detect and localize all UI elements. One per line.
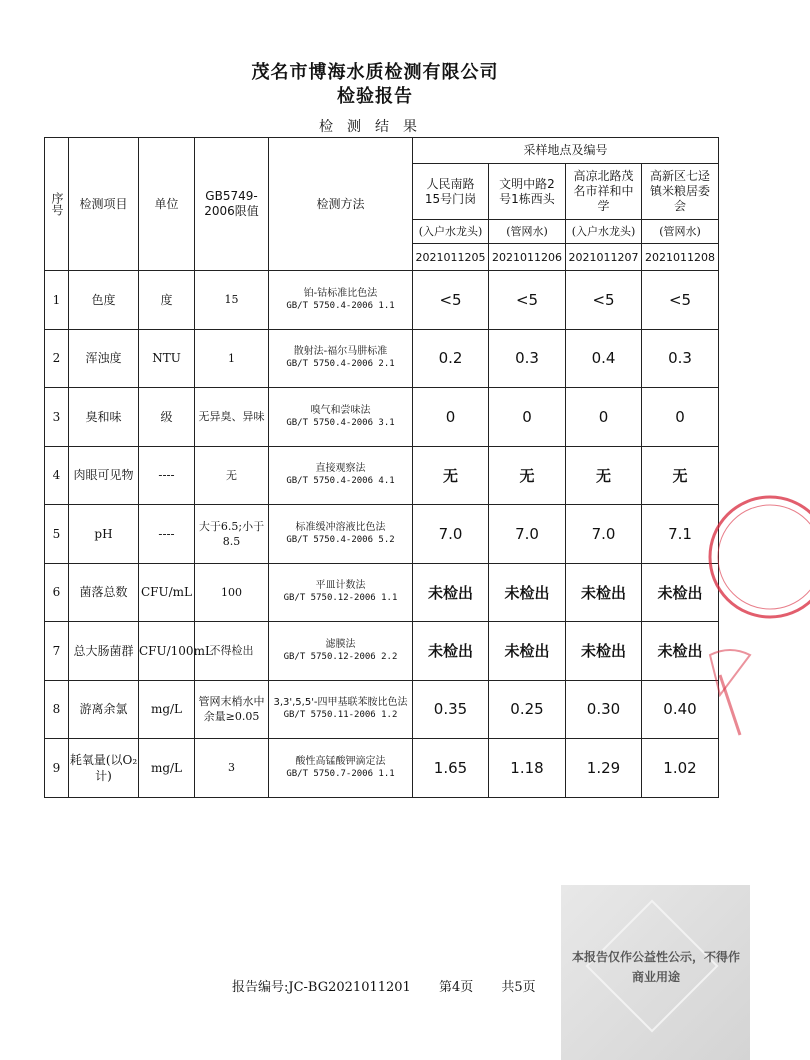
method-standard: GB/T 5750.12-2006 1.1 <box>283 593 398 604</box>
method-name: 酸性高锰酸钾滴定法 <box>295 755 386 767</box>
total-pages: 共5页 <box>501 980 536 995</box>
test-item: 耗氧量(以O₂计) <box>69 739 139 798</box>
public-notice-box <box>561 885 750 1060</box>
result-value: 0.4 <box>566 329 642 388</box>
row-number: 4 <box>45 446 69 505</box>
method-standard: GB/T 5750.4-2006 4.1 <box>286 476 395 487</box>
public-notice-text: 本报告仅作公益性公示，不得作商业用途 <box>571 950 740 984</box>
limit-value: 1 <box>195 329 269 388</box>
result-value: 0.40 <box>642 680 719 739</box>
row-number: 9 <box>45 739 69 798</box>
result-value: <5 <box>566 271 642 330</box>
test-item: 浑浊度 <box>69 329 139 388</box>
sample-point-name: 文明中路2号1栋西头 <box>489 164 566 220</box>
result-value: 0.35 <box>413 680 489 739</box>
result-value: 1.65 <box>413 739 489 798</box>
method-name: 滤膜法 <box>325 638 356 650</box>
unit: mg/L <box>139 739 195 798</box>
test-item: 菌落总数 <box>69 563 139 622</box>
method-name: 嗅气和尝味法 <box>310 404 371 416</box>
limit-value: 不得检出 <box>195 622 269 681</box>
sample-code: 2021011205 <box>413 244 489 271</box>
method-name: 标准缓冲溶液比色法 <box>295 521 386 533</box>
test-item: pH <box>69 505 139 564</box>
limit-value: 15 <box>195 271 269 330</box>
unit: NTU <box>139 329 195 388</box>
table-row <box>45 622 719 681</box>
method-standard: GB/T 5750.12-2006 2.2 <box>283 651 398 662</box>
limit-value: 3 <box>195 739 269 798</box>
result-value: 7.1 <box>642 505 719 564</box>
method-standard: GB/T 5750.11-2006 1.2 <box>283 710 398 721</box>
result-value: 0.2 <box>413 329 489 388</box>
result-value: 7.0 <box>566 505 642 564</box>
result-value: 无 <box>566 446 642 505</box>
header-sampling: 采样地点及编号 <box>413 138 719 164</box>
sample-point-name: 高新区七迳镇米粮居委会 <box>642 164 719 220</box>
sample-supply-type: (入户水龙头) <box>413 220 489 244</box>
limit-value: 管网末梢水中余量≥0.05 <box>195 680 269 739</box>
header-item: 检测项目 <box>69 138 139 271</box>
sample-point-name: 人民南路15号门岗 <box>413 164 489 220</box>
page-number: 第4页 <box>438 980 474 995</box>
unit: 级 <box>139 388 195 447</box>
result-value: 0 <box>566 388 642 447</box>
table-row <box>45 329 719 388</box>
result-value: <5 <box>642 271 719 330</box>
report-footer <box>232 976 560 995</box>
header-method: 检测方法 <box>269 138 413 271</box>
test-method <box>269 622 413 681</box>
inspection-seal <box>680 485 810 755</box>
table-row <box>45 388 719 447</box>
test-item: 肉眼可见物 <box>69 446 139 505</box>
result-value: 未检出 <box>566 563 642 622</box>
sample-supply-type: (入户水龙头) <box>566 220 642 244</box>
result-value: 0 <box>413 388 489 447</box>
row-number: 5 <box>45 505 69 564</box>
limit-value: 大于6.5;小于8.5 <box>195 505 269 564</box>
result-value: 0 <box>642 388 719 447</box>
result-value: 未检出 <box>642 563 719 622</box>
header-seq: 序号 <box>45 138 69 271</box>
test-method <box>269 446 413 505</box>
result-value: <5 <box>413 271 489 330</box>
table-row <box>45 271 719 330</box>
sample-point-name: 高凉北路茂名市祥和中学 <box>566 164 642 220</box>
test-item: 色度 <box>69 271 139 330</box>
unit: CFU/100mL <box>139 622 195 681</box>
row-number: 2 <box>45 329 69 388</box>
result-value: 无 <box>642 446 719 505</box>
result-value: 无 <box>489 446 566 505</box>
result-value: 1.29 <box>566 739 642 798</box>
sample-code: 2021011206 <box>489 244 566 271</box>
unit: mg/L <box>139 680 195 739</box>
method-standard: GB/T 5750.4-2006 5.2 <box>286 534 395 545</box>
test-method <box>269 329 413 388</box>
test-item: 总大肠菌群 <box>69 622 139 681</box>
limit-value: 无异臭、异味 <box>195 388 269 447</box>
test-method <box>269 680 413 739</box>
test-method <box>269 739 413 798</box>
result-value: 未检出 <box>413 563 489 622</box>
sample-code: 2021011208 <box>642 244 719 271</box>
result-value: 7.0 <box>489 505 566 564</box>
row-number: 6 <box>45 563 69 622</box>
result-value: 7.0 <box>413 505 489 564</box>
table-row <box>45 446 719 505</box>
company-name: 茂名市博海水质检测有限公司 <box>251 62 499 83</box>
result-value: 1.18 <box>489 739 566 798</box>
test-item: 游离余氯 <box>69 680 139 739</box>
method-standard: GB/T 5750.7-2006 1.1 <box>286 768 395 779</box>
header-unit: 单位 <box>139 138 195 271</box>
report-title: 检验报告 <box>337 86 413 107</box>
table-row <box>45 680 719 739</box>
unit: 度 <box>139 271 195 330</box>
method-name: 平皿计数法 <box>315 580 366 592</box>
method-name: 直接观察法 <box>315 463 366 475</box>
table-row <box>45 563 719 622</box>
method-name: 散射法-福尔马肼标准 <box>293 346 388 358</box>
result-value: 0.25 <box>489 680 566 739</box>
method-standard: GB/T 5750.4-2006 1.1 <box>286 300 395 311</box>
method-standard: GB/T 5750.4-2006 2.1 <box>286 359 395 370</box>
limit-value: 100 <box>195 563 269 622</box>
test-method <box>269 388 413 447</box>
test-method <box>269 563 413 622</box>
unit: CFU/mL <box>139 563 195 622</box>
result-value: 1.02 <box>642 739 719 798</box>
result-value: 0.3 <box>489 329 566 388</box>
result-value: 未检出 <box>413 622 489 681</box>
test-method <box>269 505 413 564</box>
result-value: 未检出 <box>566 622 642 681</box>
unit: ---- <box>139 446 195 505</box>
sample-supply-type: (管网水) <box>642 220 719 244</box>
results-table <box>44 137 719 798</box>
result-value: 0 <box>489 388 566 447</box>
table-row <box>45 739 719 798</box>
result-value: 无 <box>413 446 489 505</box>
row-number: 3 <box>45 388 69 447</box>
method-standard: GB/T 5750.4-2006 3.1 <box>286 417 395 428</box>
limit-value: 无 <box>195 446 269 505</box>
method-name: 3,3',5,5'-四甲基联苯胺比色法 <box>273 697 408 709</box>
result-value: <5 <box>489 271 566 330</box>
row-number: 7 <box>45 622 69 681</box>
result-value: 未检出 <box>489 622 566 681</box>
result-value: 未检出 <box>642 622 719 681</box>
test-method <box>269 271 413 330</box>
test-item: 臭和味 <box>69 388 139 447</box>
header-limit: GB5749-2006限值 <box>195 138 269 271</box>
result-value: 未检出 <box>489 563 566 622</box>
result-value: 0.30 <box>566 680 642 739</box>
report-number: 报告编号:JC-BG2021011201 <box>232 980 411 995</box>
sample-code: 2021011207 <box>566 244 642 271</box>
row-number: 8 <box>45 680 69 739</box>
method-name: 铂-钴标准比色法 <box>303 287 378 299</box>
table-row <box>45 505 719 564</box>
row-number: 1 <box>45 271 69 330</box>
section-title: 检测结果 <box>319 119 431 135</box>
sample-supply-type: (管网水) <box>489 220 566 244</box>
result-value: 0.3 <box>642 329 719 388</box>
unit: ---- <box>139 505 195 564</box>
